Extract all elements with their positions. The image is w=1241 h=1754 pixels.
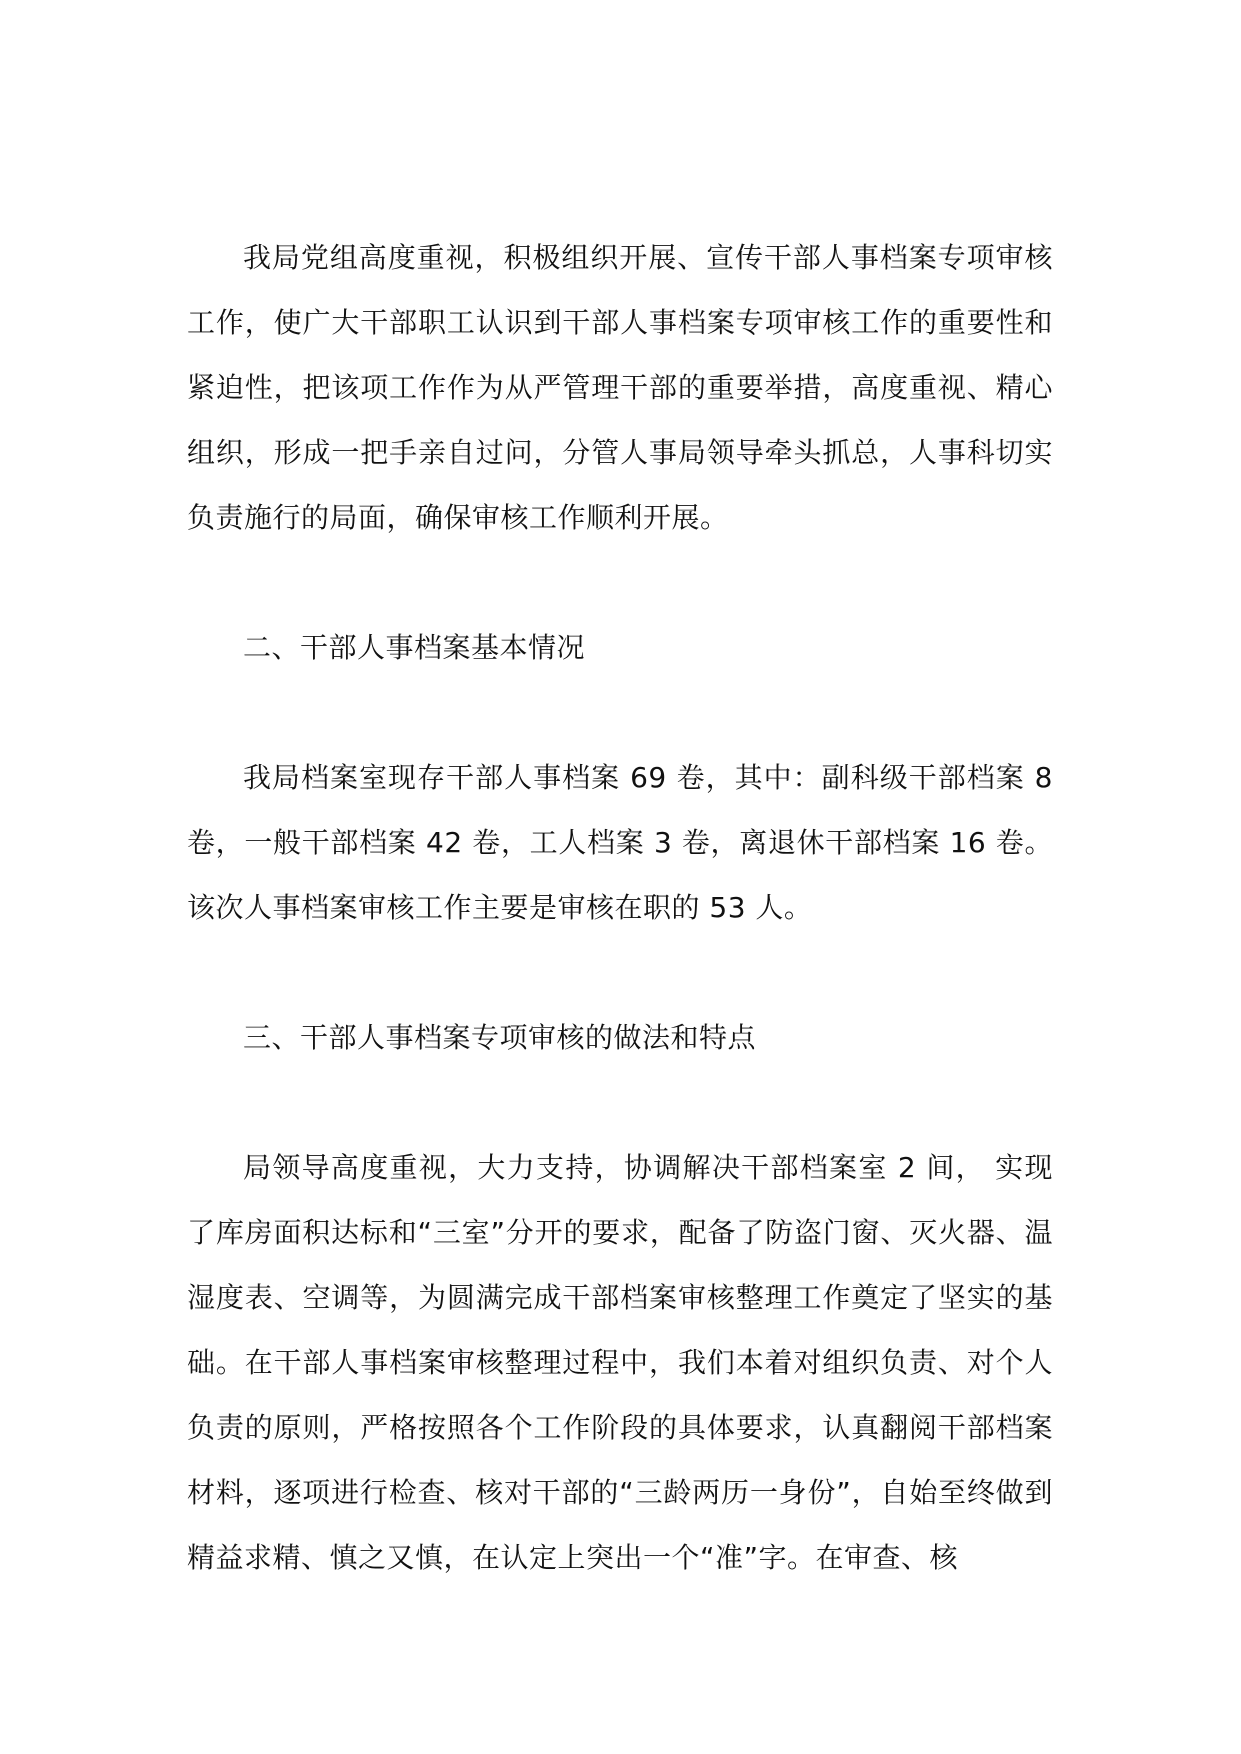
document-body: [187, 225, 1053, 1590]
section-heading-basic-situation: 二、干部人事档案基本情况: [243, 631, 586, 664]
section-heading-methods-features: 三、干部人事档案专项审核的做法和特点: [243, 1021, 757, 1054]
paragraph-party-group-attention: 我局党组高度重视，积极组织开展、宣传干部人事档案专项审核工作，使广大干部职工认识到干部人事档案专项审核工作的重要性和紧迫性，把该项工作作为从严管理干部的重要举措，高度重视、精心组织，形成一把手亲自过问，分管人事局领导牵头抓总，人事科切实负责施行的局面，确保审核工作顺利开展。: [187, 241, 1053, 534]
paragraph-leadership-support: 局领导高度重视，大力支持，协调解决干部档案室 2 间， 实现了库房面积达标和“三室”分开的要求，配备了防盗门窗、灭火器、温湿度表、空调等，为圆满完成干部档案审核整理工作奠定了坚实的基础。在干部人事档案审核整理过程中，我们本着对组织负责、对个人负责的原则，严格按照各个工作阶段的具体要求，认真翻阅干部档案材料，逐项进行检查、核对干部的“三龄两历一身份”，自始至终做到精益求精、慎之又慎，在认定上突出一个“准”字。在审查、核: [187, 1151, 1053, 1574]
paragraph-archive-statistics: 我局档案室现存干部人事档案 69 卷，其中：副科级干部档案 8 卷，一般干部档案 42 卷，工人档案 3 卷，离退休干部档案 16 卷。该次人事档案审核工作主要是审核在职的 53 人。: [187, 761, 1053, 924]
